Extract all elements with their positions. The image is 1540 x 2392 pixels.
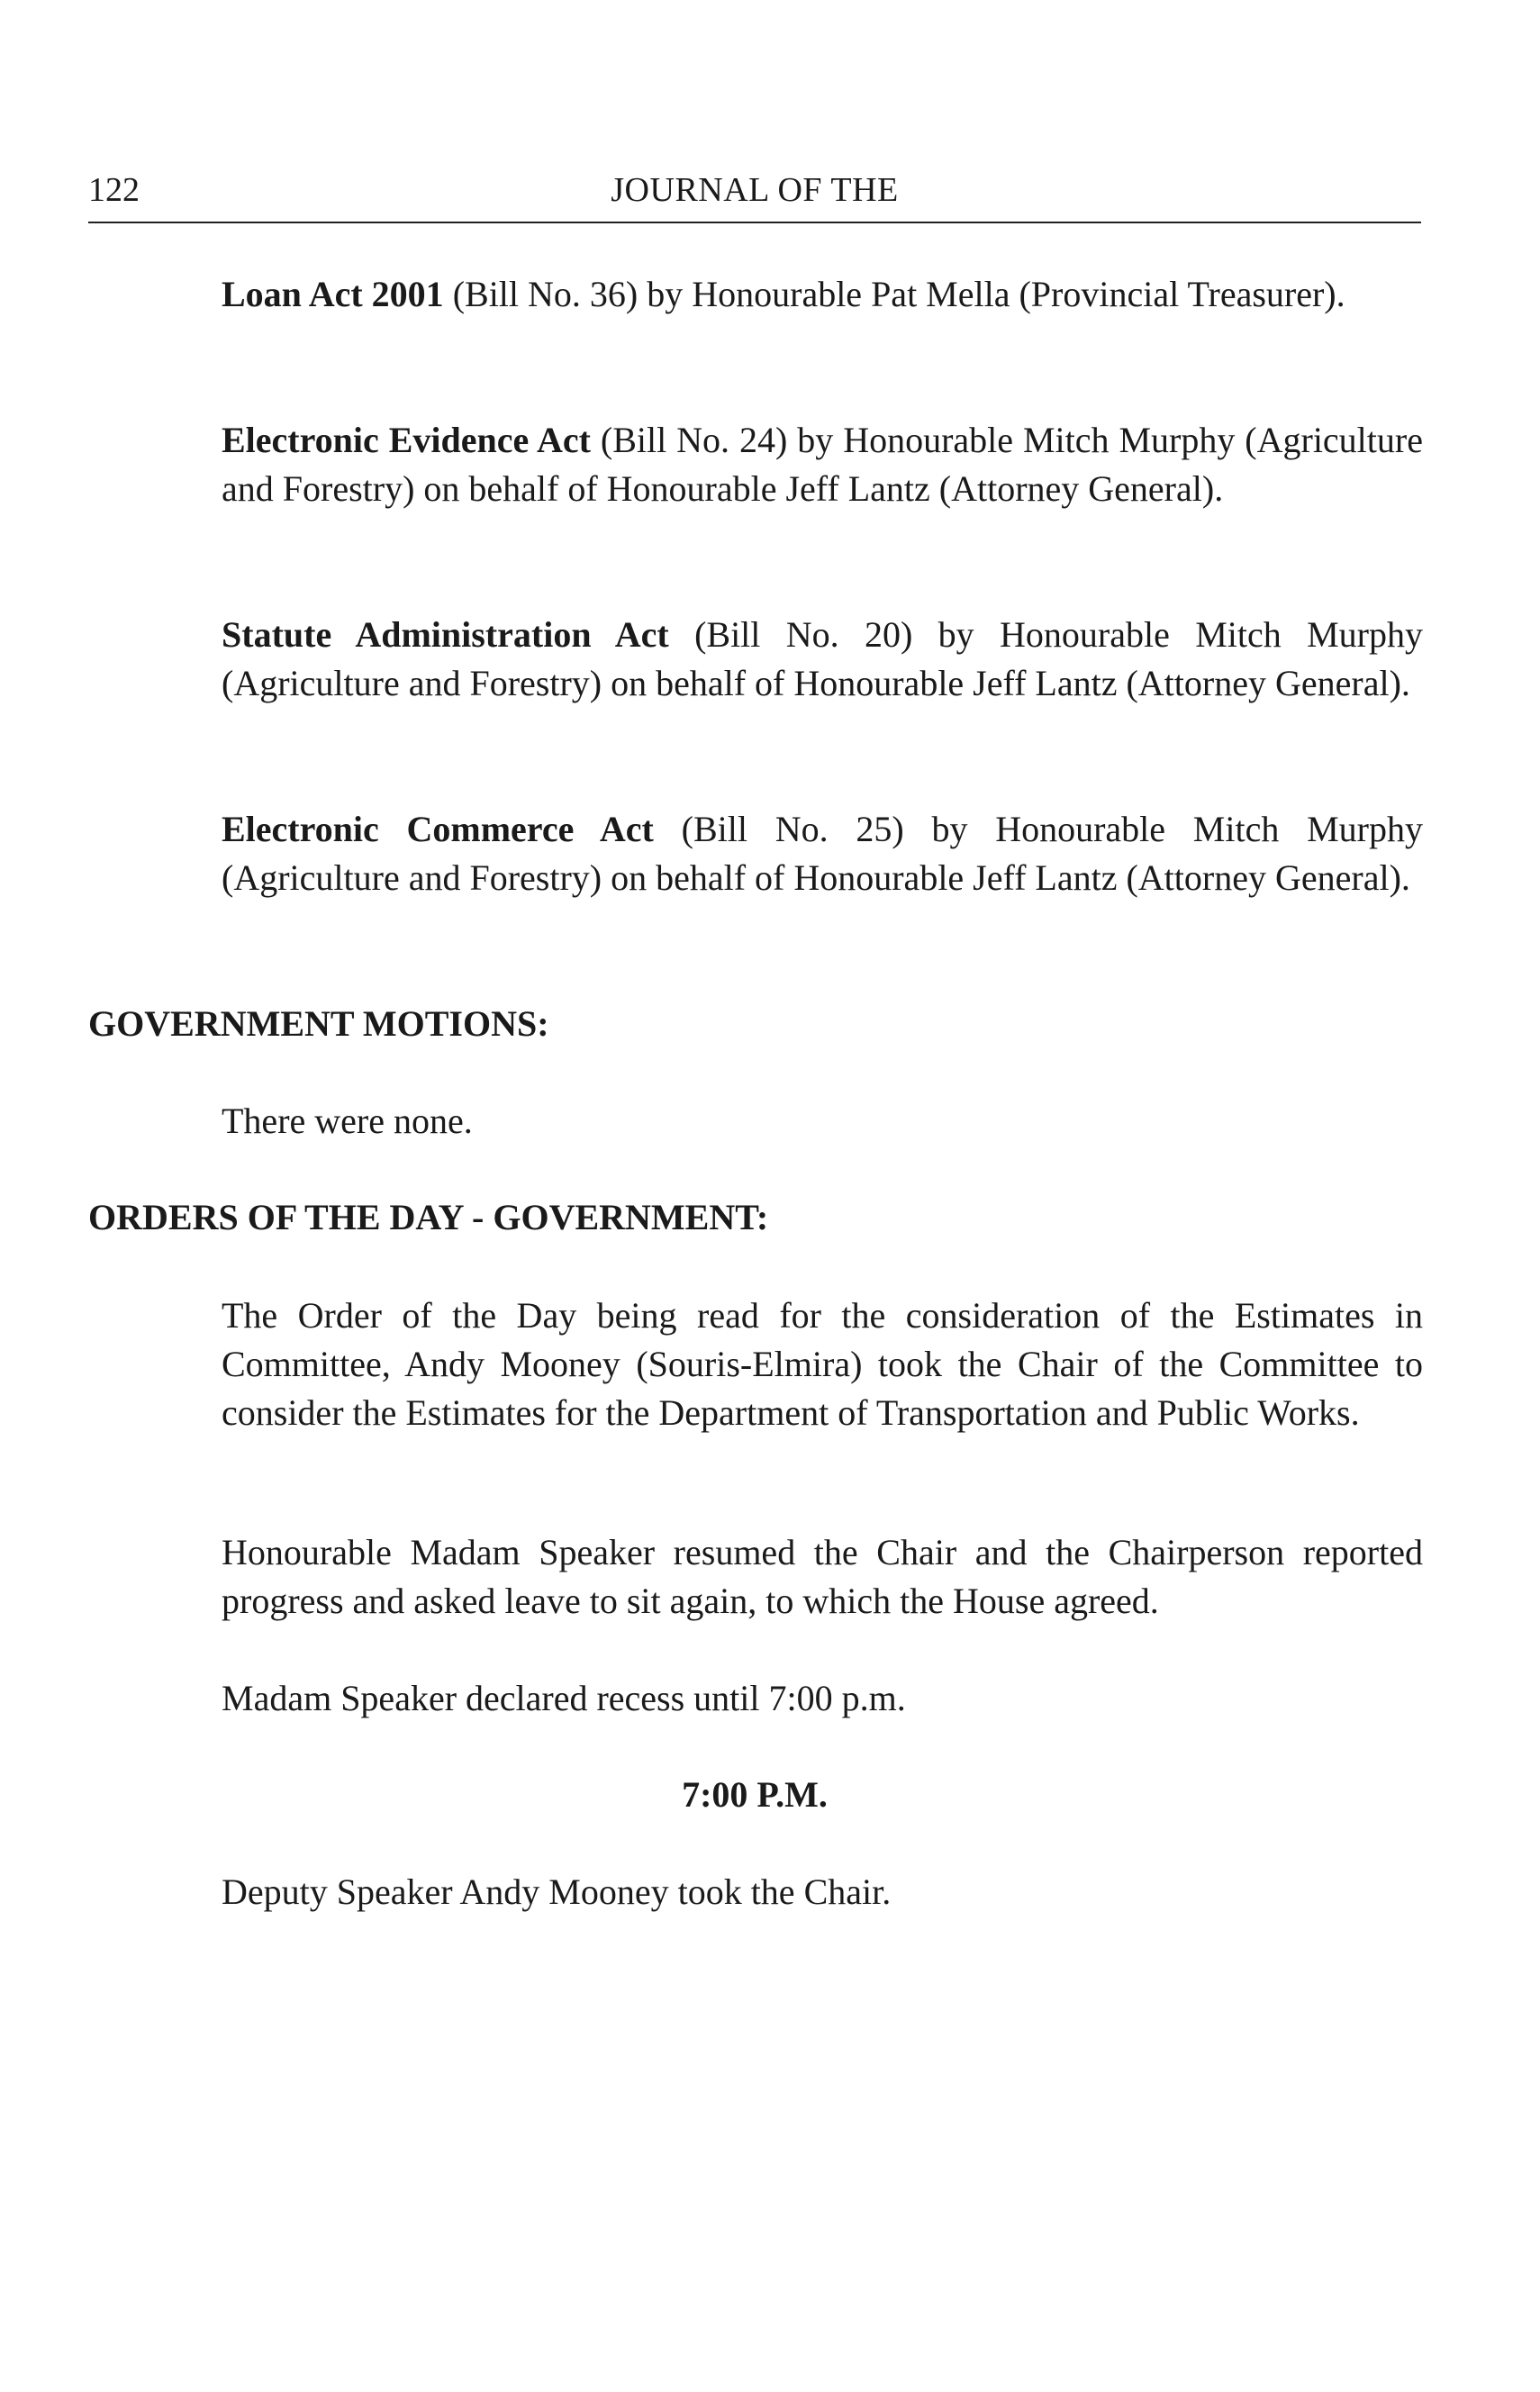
orders-paragraph: The Order of the Day being read for the consideration of the Estimates in Committee, Andy Mooney (Souris-Elmira) took the Chair of the Committee to consider the Estimates for the Department of Transportation and Public Works.	[222, 1295, 1423, 1433]
page-number: 122	[88, 171, 140, 209]
bill-description: (Bill No. 25) by Honourable Mitch Murphy (Agriculture and Forestry) on behalf of Honourable Jeff Lantz (Attorney General).	[222, 809, 1424, 898]
bill-description: (Bill No. 24) by Honourable Mitch Murphy (Agriculture and Forestry) on behalf of Honourable Jeff Lantz (Attorney General).	[222, 420, 1423, 509]
government-motions-text: There were none.	[222, 1101, 473, 1141]
bill-entry	[222, 611, 1423, 708]
bill-title: Electronic Evidence Act	[222, 420, 591, 460]
bill-entry	[222, 270, 1423, 319]
bill-title: Loan Act 2001	[222, 274, 444, 314]
bill-entry	[222, 416, 1423, 513]
bill-description: (Bill No. 36) by Honourable Pat Mella (Provincial Treasurer).	[443, 274, 1345, 314]
deputy-speaker-text: Deputy Speaker Andy Mooney took the Chair.	[222, 1871, 892, 1912]
bill-description: (Bill No. 20) by Honourable Mitch Murphy (Agriculture and Forestry) on behalf of Honourable Jeff Lantz (Attorney General).	[222, 614, 1424, 703]
orders-paragraph: Honourable Madam Speaker resumed the Chair and the Chairperson reported progress and asked leave to sit again, to which the House agreed.	[222, 1532, 1423, 1621]
page-header	[88, 168, 1421, 223]
bill-title: Statute Administration Act	[222, 614, 669, 655]
bill-title: Electronic Commerce Act	[222, 809, 654, 849]
running-head: JOURNAL OF THE	[611, 171, 899, 209]
government-motions-heading: GOVERNMENT MOTIONS:	[88, 1003, 549, 1044]
bill-entry	[222, 805, 1423, 902]
evening-time-heading: 7:00 P.M.	[682, 1774, 828, 1815]
orders-of-the-day-heading: ORDERS OF THE DAY - GOVERNMENT:	[88, 1197, 769, 1237]
recess-text: Madam Speaker declared recess until 7:00 p.m.	[222, 1678, 906, 1718]
